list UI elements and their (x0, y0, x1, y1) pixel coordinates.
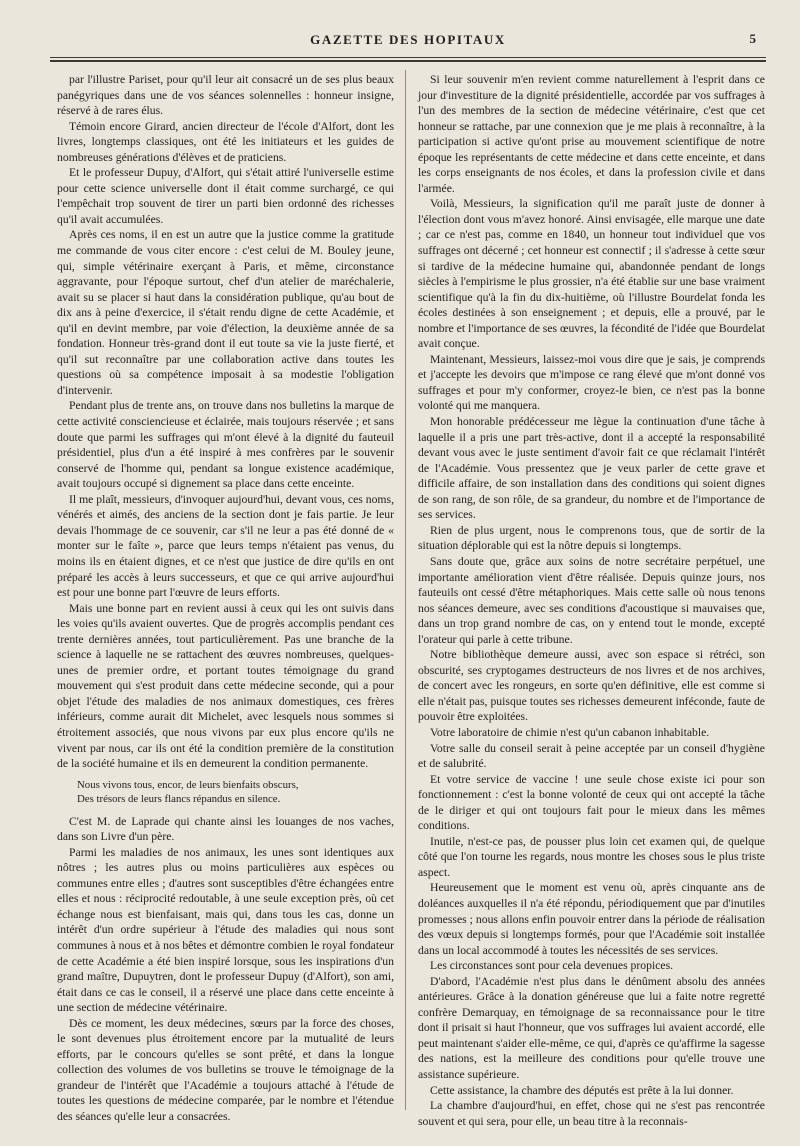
paragraph: Rien de plus urgent, nous le comprenons tous, que de sortir de la situation déplorable qui est la nôtre depuis si longtemps. (418, 523, 765, 553)
header-rule-thick (50, 60, 766, 62)
paragraph: Sans doute que, grâce aux soins de notre secrétaire perpétuel, une importante amélioration vient d'être réalisée. Depuis quinze jours, nos fauteuils ont cessé d'être métaphoriques. Mais cette salle où nous tenons nos séances demeure, avec ses conditions d'acoustique si mauvaises que, dans un trop grand nombre de cas, on y entend tout le monde, excepté l'orateur qui parle à cette tribune. (418, 554, 765, 646)
paragraph: Témoin encore Girard, ancien directeur de l'école d'Alfort, dont les livres, longtemps classiques, ont été les initiateurs et les guides de nombreuses générations d'élèves et de praticiens. (57, 119, 394, 164)
paragraph: par l'illustre Pariset, pour qu'il leur ait consacré un de ses plus beaux panégyriques dans une de vos séances solennelles : honneur insigne, réservé à de rares élus. (57, 73, 394, 118)
page-number: 5 (749, 31, 756, 46)
page-header (50, 24, 766, 58)
paragraph: Dès ce moment, les deux médecines, sœurs par la force des choses, le sont devenues plus étroitement encore par la mutualité de leurs efforts, par le concours qu'elles se sont prêté, et dans la longue collection des volumes de vos bulletins se trouve le témoignage de la grandeur de l'intérêt que l'Académie a toujours attaché à l'étude de toutes les questions de médecine comparée, par le nombre et l'étendue des séances qu'elle leur a consacrées. (57, 1016, 394, 1123)
paragraph: Maintenant, Messieurs, laissez-moi vous dire que je sais, je comprends et j'accepte les devoirs que m'impose ce rang élevé que m'ont donné vos suffrages et pour m'y conformer, croyez-le bien, ce n'est pas la bonne volonté qui me manquera. (418, 352, 765, 413)
paragraph: Cette assistance, la chambre des députés est prête à la lui donner. (430, 1083, 734, 1097)
paragraph: C'est M. de Laprade qui chante ainsi les louanges de nos vaches, dans son Livre d'un père. (57, 814, 394, 844)
paragraph: Parmi les maladies de nos animaux, les unes sont identiques aux nôtres ; les autres plus ou moins particulières aux espèces ou communes entre elles ; d'autres sont susceptibles d'être échangées entre elles et nous : réciprocité redoutable, à une seule exception près, où cet échange nous est bienfaisant, mais qui, dans tous les cas, donne un intérêt d'un ordre supérieur à l'étude des maladies qui nous sont communes à nous et à nos bêtes et démontre combien le royal fondateur de cette Académie a été bien inspiré lorsque, sous les inspirations d'un grand maître, Dupuytren, dont le professeur Dupuy (d'Alfort), son ami, était dans ce cas le conseil, il a réservé une place dans cette enceinte à une section de médecine vétérinaire. (57, 845, 394, 1015)
verse-line: Des trésors de leurs flancs répandus en silence. (77, 792, 281, 805)
verse-line: Nous vivons tous, encor, de leurs bienfaits obscurs, (77, 778, 299, 791)
paragraph: Et le professeur Dupuy, d'Alfort, qui s'était attiré l'universelle estime pour cette science universelle dont il était comme surchargé, ce qui l'empêchait trop souvent de tirer un parti bien ordonné des richesses qu'il avait accumulées. (57, 166, 394, 226)
header-rule-thin (50, 57, 766, 58)
paragraph: Les circonstances sont pour cela devenues propices. (430, 959, 674, 973)
paragraph: Heureusement que le moment est venu où, après cinquante ans de doléances auxquelles il n'a été répondu, périodiquement que par d'inutiles promesses ; nous allons enfin pouvoir entrer dans la période de réalisation des vœux depuis si longtemps formés, pour que l'Académie soit installée dans un local accommodé à toutes les nécessités de ses services. (418, 881, 765, 957)
paragraph: Inutile, n'est-ce pas, de pousser plus loin cet examen qui, de quelque côté que l'on tourne les regards, nous montre les choses sous le plus triste aspect. (418, 834, 765, 879)
right-column (418, 72, 765, 1129)
paragraph: Mon honorable prédécesseur me lègue la continuation d'une tâche à laquelle il a pris une part très-active, dont il a accepté la responsabilité devant vous avec le juste sentiment d'avoir fait ce que réclamait l'intérêt de l'Académie. Vous pressentez que je veux parler de cette grave et difficile affaire, de son installation dans des conditions qui soient dignes de son rang, de son rôle, de sa grandeur, du nombre et de l'importance de ses services. (418, 415, 765, 522)
paragraph: Mais une bonne part en revient aussi à ceux qui les ont suivis dans les voies qu'ils avaient ouvertes. Que de progrès accomplis pendant ces trente dernières années, tout particulièrement. Pas une branche de la science à laquelle ne se rattachent des œuvres nombreuses, quelques-unes de premier ordre, et portant toutes témoignage du grand mouvement qui s'est produit dans cette médecine seconde, qui a pour objet l'étude des maladies de nos animaux domestiques, ces frères inférieurs, comme aurait dit Michelet, avec lesquels nous sommes si étroitement associés, que nous vivons par eux plus encore qu'ils ne vivent par nous, car ils ont été la condition première de la constitution de la société humaine et ils en demeurent la condition permanente. (57, 601, 394, 771)
paragraph: Notre bibliothèque demeure aussi, avec son espace si rétréci, son obscurité, ses cryptogames destructeurs de nos livres et de nos archives, de concert avec les rongeurs, en sorte qu'en définitive, elle est comme si elle n'était pas, puisque toutes ses richesses demeurent inféconde, faute de pouvoir être exploitées. (418, 648, 765, 724)
verse-quote (57, 778, 394, 806)
left-column (57, 72, 394, 1125)
paragraph: Voilà, Messieurs, la signification qu'il me paraît juste de donner à l'élection dont vous m'avez honoré. Ainsi envisagée, elle marque une date ; car ce n'est pas, comme en 1840, un honneur tout individuel que vos suffrages ont décerné ; cet honneur est connectif ; il s'adresse à cette sœur si tardive de la médecine humaine qui, abandonnée pendant de longs siècles à l'empirisme le plus grossier, n'a été établie sur une base vraiment scientifique qu'à la fin du dix-huitième, où l'illustre Bourdelat fonda les écoles destinées à son enseignement ; et depuis, elle a prouvé, par le nombre et l'importance de ses œuvres, la fécondité de l'idée que Bourdelat avait conçue. (418, 197, 765, 351)
paragraph: Votre salle du conseil serait à peine acceptée par un conseil d'hygiène et de salubrité. (418, 741, 765, 771)
paragraph: Pendant plus de trente ans, on trouve dans nos bulletins la marque de cette activité consciencieuse et éclairée, mais toujours réservée ; et sans doute que parmi les suffrages qui m'ont élevé à la dignité du fauteuil présidentiel, plus d'un a été inspiré à mes confrères par le souvenir conservé de l'homme qui, pendant sa longue existence académique, avait toujours occupé si dignement sa place dans cette enceinte. (57, 399, 394, 491)
paragraph: Après ces noms, il en est un autre que la justice comme la gratitude me commande de vous citer encore : c'est celui de M. Bouley jeune, qui, simple vétérinaire exerçant à Paris, et même, circonstance aggravante, pour l'époque surtout, chef d'un atelier de maréchalerie, avait su se placer si haut dans la considération publique, qu'au bout de dix ans à peine d'exercice, il s'était rendu digne de cette Académie, et qu'il en devint membre, par voie d'élection, la deuxième année de sa fondation. Honneur très-grand dont il eut toute sa vie la juste fierté, et qu'il sut reconnaître par une collaboration active dans toutes les questions où sa compétence imposait à sa modestie l'obligation d'intervenir. (57, 228, 394, 397)
paragraph: Il me plaît, messieurs, d'invoquer aujourd'hui, devant vous, ces noms, vénérés et aimés, des anciens de la section dont je fais partie. Je leur devais l'hommage de ce souvenir, car s'il ne leur a pas été donné de « monter sur le faîte », parce que leurs temps n'étaient pas venus, du moins ils en étaient dignes, et ce n'est que justice de dire qu'ils en ont préparé les accès à leurs successeurs, et que ce qui arrive aujourd'hui est pour une bonne part l'œuvre de leurs efforts. (57, 492, 394, 600)
running-title: GAZETTE DES HOPITAUX (310, 32, 506, 47)
paragraph: Et votre service de vaccine ! une seule chose existe ici pour son fonctionnement : c'est la bonne volonté de ceux qui ont accepté la tâche de le diriger et qui ont toujours fait pour le mieux dans les mêmes conditions. (418, 772, 765, 833)
paragraph: Votre laboratoire de chimie n'est qu'un cabanon inhabitable. (430, 725, 710, 739)
paragraph: La chambre d'aujourd'hui, en effet, chose qui ne s'est pas rencontrée souvent et qui sera, pour elle, un beau titre à la reconnais- (418, 1099, 765, 1128)
column-divider (405, 70, 406, 1110)
paragraph: Si leur souvenir m'en revient comme naturellement à l'esprit dans ce jour d'investiture de la dignité présidentielle, accordée par vos suffrages à l'un des membres de la section de médecine vétérinaire, c'est que cet honneur se rattache, par une connexion que je me plais à reconnaître, à la participation si active qu'ont prise au mouvement scientifique de notre époque les représentants de cette médecine et dans cette enceinte, et dans les corps enseignants de nos écoles, et dans la profession civile et dans l'armée. (418, 73, 765, 195)
paragraph: D'abord, l'Académie n'est plus dans le dénûment absolu des années antérieures. Grâce à la donation généreuse que lui a faite notre regretté confrère Demarquay, en témoignage de sa reconnaissance pour le titre dont il prisait si haut l'honneur, que vos suffrages lui avaient accordé, elle peut maintenant s'aider elle-même, ce qui, d'après ce qu'affirme la sagesse des nations, est la meilleure des conditions pour qu'elle trouve une assistance supérieure. (418, 974, 765, 1081)
